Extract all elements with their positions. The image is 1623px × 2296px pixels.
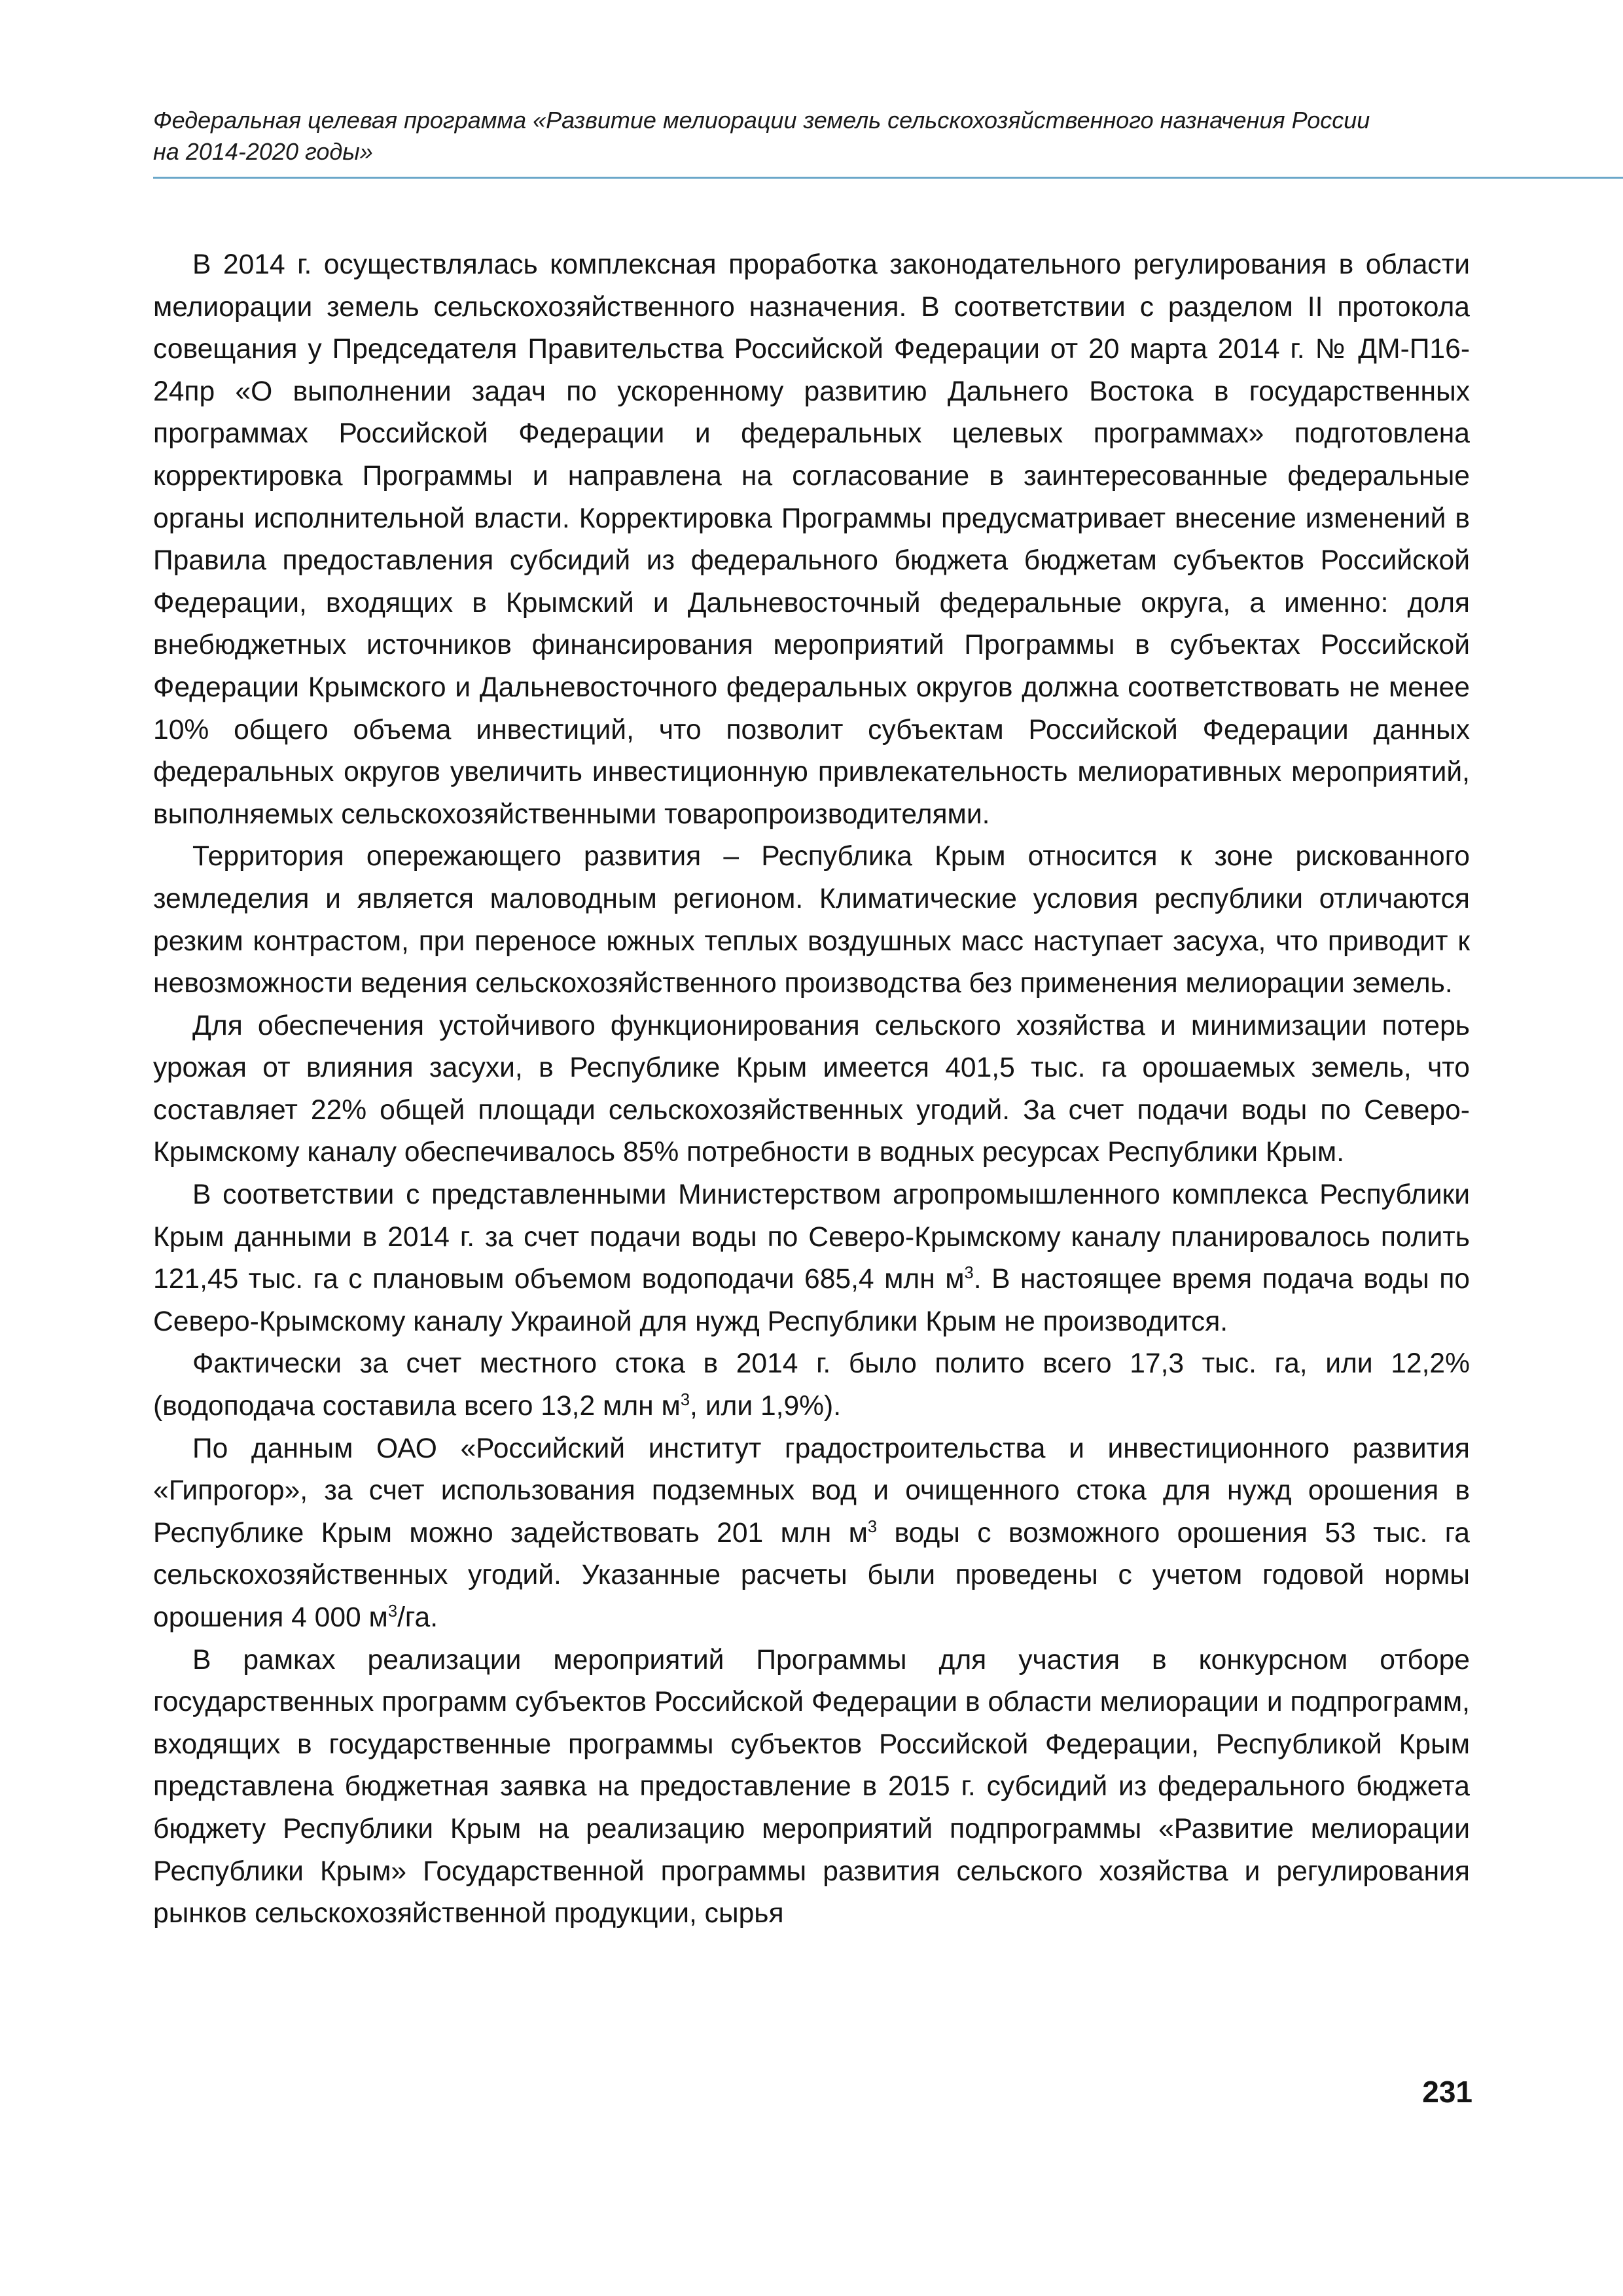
paragraph-6-text-middle: воды с возможного орошения 53 тыс. га сельскохозяйственных угодий. Указанные расчеты были проведены с учетом годовой нормы орошения 4 000 м [153, 1516, 1470, 1633]
paragraph-7: В рамках реализации мероприятий Программы для участия в конкурсном отборе государственных программ субъектов Российской Федерации в области мелиорации и подпрограмм, входящих в государственные программы субъектов Российской Федерации, Республикой Крым представлена бюджетная заявка на предоставление в 2015 г. субсидий из федерального бюджета бюджету Республики Крым на реализацию мероприятий подпрограммы «Развитие мелиорации Республики Крым» Государственной программы развития сельского хозяйства и регулирования рынков сельскохозяйственной продукции, сырья [153, 1643, 1470, 1929]
running-header [153, 105, 1455, 168]
superscript-cubic: 3 [680, 1390, 690, 1409]
header-line-1: Федеральная целевая программа «Развитие мелиорации земель сельскохозяйственного назначения России [153, 107, 1370, 134]
paragraph-6 [153, 1427, 1470, 1639]
superscript-cubic: 3 [964, 1264, 974, 1283]
paragraph-4-text-before: В соответствии с представленными Министерством агропромышленного комплекса Республики Крым данными в 2014 г. за счет подачи воды по Северо-Крымскому каналу планировалось полить 121,45 тыс. га с плановым объемом водоподачи 685,4 млн м [153, 1179, 1470, 1295]
paragraph-3: Для обеспечения устойчивого функционирования сельского хозяйства и минимизации потерь урожая от влияния засухи, в Республике Крым имеется 401,5 тыс. га орошаемых земель, что составляет 22% общей площади сельскохозяйственных угодий. За счет подачи воды по Северо-Крымскому каналу обеспечивалось 85% потребности в водных ресурсах Республики Крым. [153, 1009, 1470, 1168]
paragraph-5-text-before: Фактически за счет местного стока в 2014 г. было полито всего 17,3 тыс. га, или 12,2% (водоподача составила всего 13,2 млн м [153, 1348, 1470, 1422]
header-divider [153, 177, 1623, 179]
paragraph-5-text-after: , или 1,9%). [690, 1390, 842, 1422]
paragraph-6-text-after: /га. [397, 1602, 438, 1633]
paragraph-4-text-after: . В настоящее время подача воды по Северо-Крымскому каналу Украиной для нужд Республики Крым не производится. [153, 1263, 1470, 1337]
paragraph-2: Территория опережающего развития – Республика Крым относится к зоне рискованного земледелия и является маловодным регионом. Климатические условия республики отличаются резким контрастом, при переносе южных теплых воздушных масс наступает засуха, что приводит к невозможности ведения сельскохозяйственного производства без применения мелиорации земель. [153, 840, 1470, 999]
paragraph-6-text-before: По данным ОАО «Российский институт градостроительства и инвестиционного развития «Гипрогор», за счет использования подземных вод и очищенного стока для нужд орошения в Республике Крым можно задействовать 201 млн м [153, 1432, 1470, 1549]
paragraph-5 [153, 1342, 1470, 1427]
paragraph-1: В 2014 г. осуществлялась комплексная проработка законодательного регулирования в области мелиорации земель сельскохозяйственного назначения. В соответствии с разделом II протокола совещания у Председателя Правительства Российской Федерации от 20 марта 2014 г. № ДМ-П16-24пр «О выполнении задач по ускоренному развитию Дальнего Востока в государственных программах Российской Федерации и федеральных целевых программах» подготовлена корректировка Программы и направлена на согласование в заинтересованные федеральные органы исполнительной власти. Корректировка Программы предусматривает внесение изменений в Правила предоставления субсидий из федерального бюджета бюджетам субъектов Российской Федерации, входящих в Крымский и Дальневосточный федеральные округа, а именно: доля внебюджетных источников финансирования мероприятий Программы в субъектах Российской Федерации Крымского и Дальневосточного федеральных округов должна соответствовать не менее 10% общего объема инвестиций, что позволит субъектам Российской Федерации данных федеральных округов увеличить инвестиционную привлекательность мелиоративных мероприятий, выполняемых сельскохозяйственными товаропроизводителями. [153, 249, 1470, 830]
main-text [153, 243, 1470, 1935]
header-line-2: на 2014-2020 годы» [153, 138, 373, 165]
page-number: 231 [1422, 2075, 1472, 2109]
superscript-cubic: 3 [387, 1602, 398, 1621]
paragraph-4 [153, 1174, 1470, 1342]
superscript-cubic: 3 [867, 1517, 878, 1536]
